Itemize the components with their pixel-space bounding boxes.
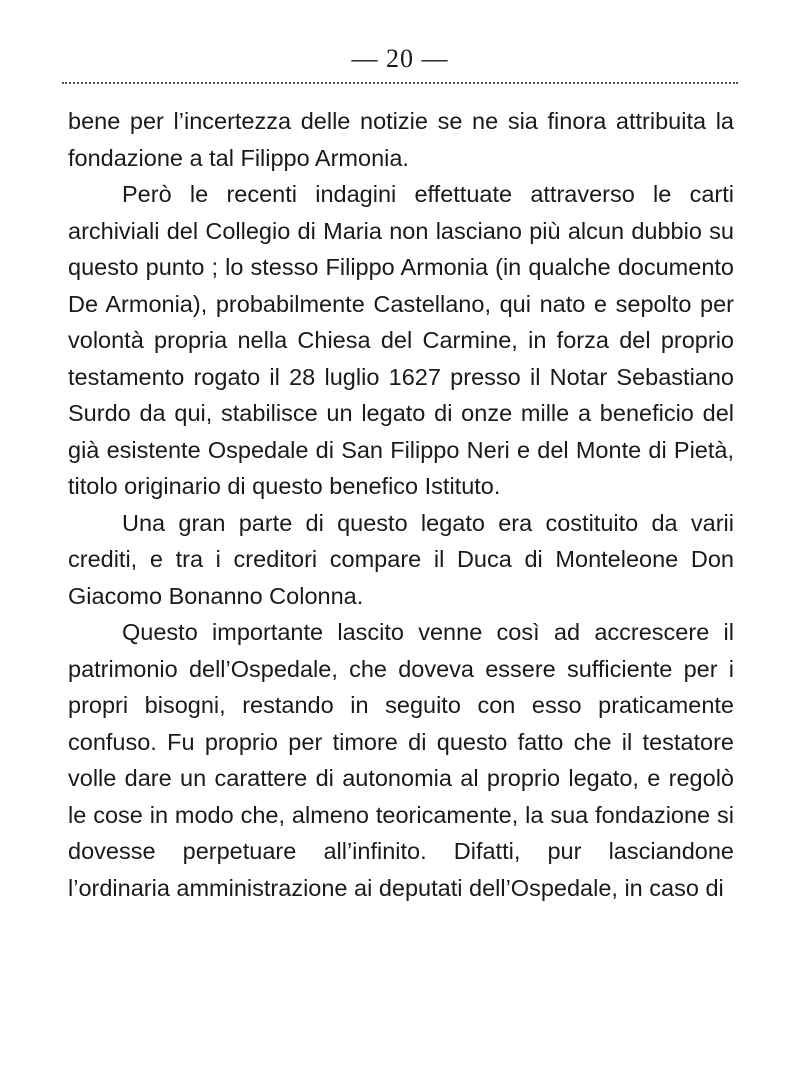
paragraph-3: Una gran parte di questo legato era costituito da varii crediti, e tra i creditori compare il Duca di Monteleone Don Giacomo Bonanno Colonna.	[68, 509, 734, 609]
header-dotted-rule	[62, 82, 738, 84]
paragraph-2: Però le recenti indagini effettuate attraverso le carti archiviali del Collegio di Maria non lasciano più alcun dubbio su questo punto ; lo stesso Filippo Armonia (in qualche documento De Armonia), probabilmente Castellano, qui nato e sepolto per volontà propria nella Chiesa del Carmine, in forza del proprio testamento rogato il 28 luglio 1627 presso il Notar Sebastiano Surdo da qui, stabilisce un legato di onze mille a beneficio del già esistente Ospedale di San Filippo Neri e del Monte di Pietà, titolo originario di questo benefico Istituto.	[68, 181, 734, 499]
paragraph-4: Questo importante lascito venne così ad accrescere il patrimonio dell’Ospedale, che doveva essere sufficiente per i propri bisogni, restando in seguito con esso praticamente confuso. Fu proprio per timore di questo fatto che il testatore volle dare un carattere di autonomia al proprio legato, e regolò le cose in modo che, almeno teoricamente, la sua fondazione si dovesse perpetuare all’infinito. Difatti, pur lasciandone l’ordinaria amministrazione ai deputati dell’Ospedale, in caso di	[68, 619, 734, 901]
paragraph-1: bene per l’incertezza delle notizie se ne sia finora attribuita la fondazione a tal Filippo Armonia.	[68, 108, 734, 171]
body-text	[68, 103, 734, 906]
page-number: — 20 —	[351, 44, 449, 73]
